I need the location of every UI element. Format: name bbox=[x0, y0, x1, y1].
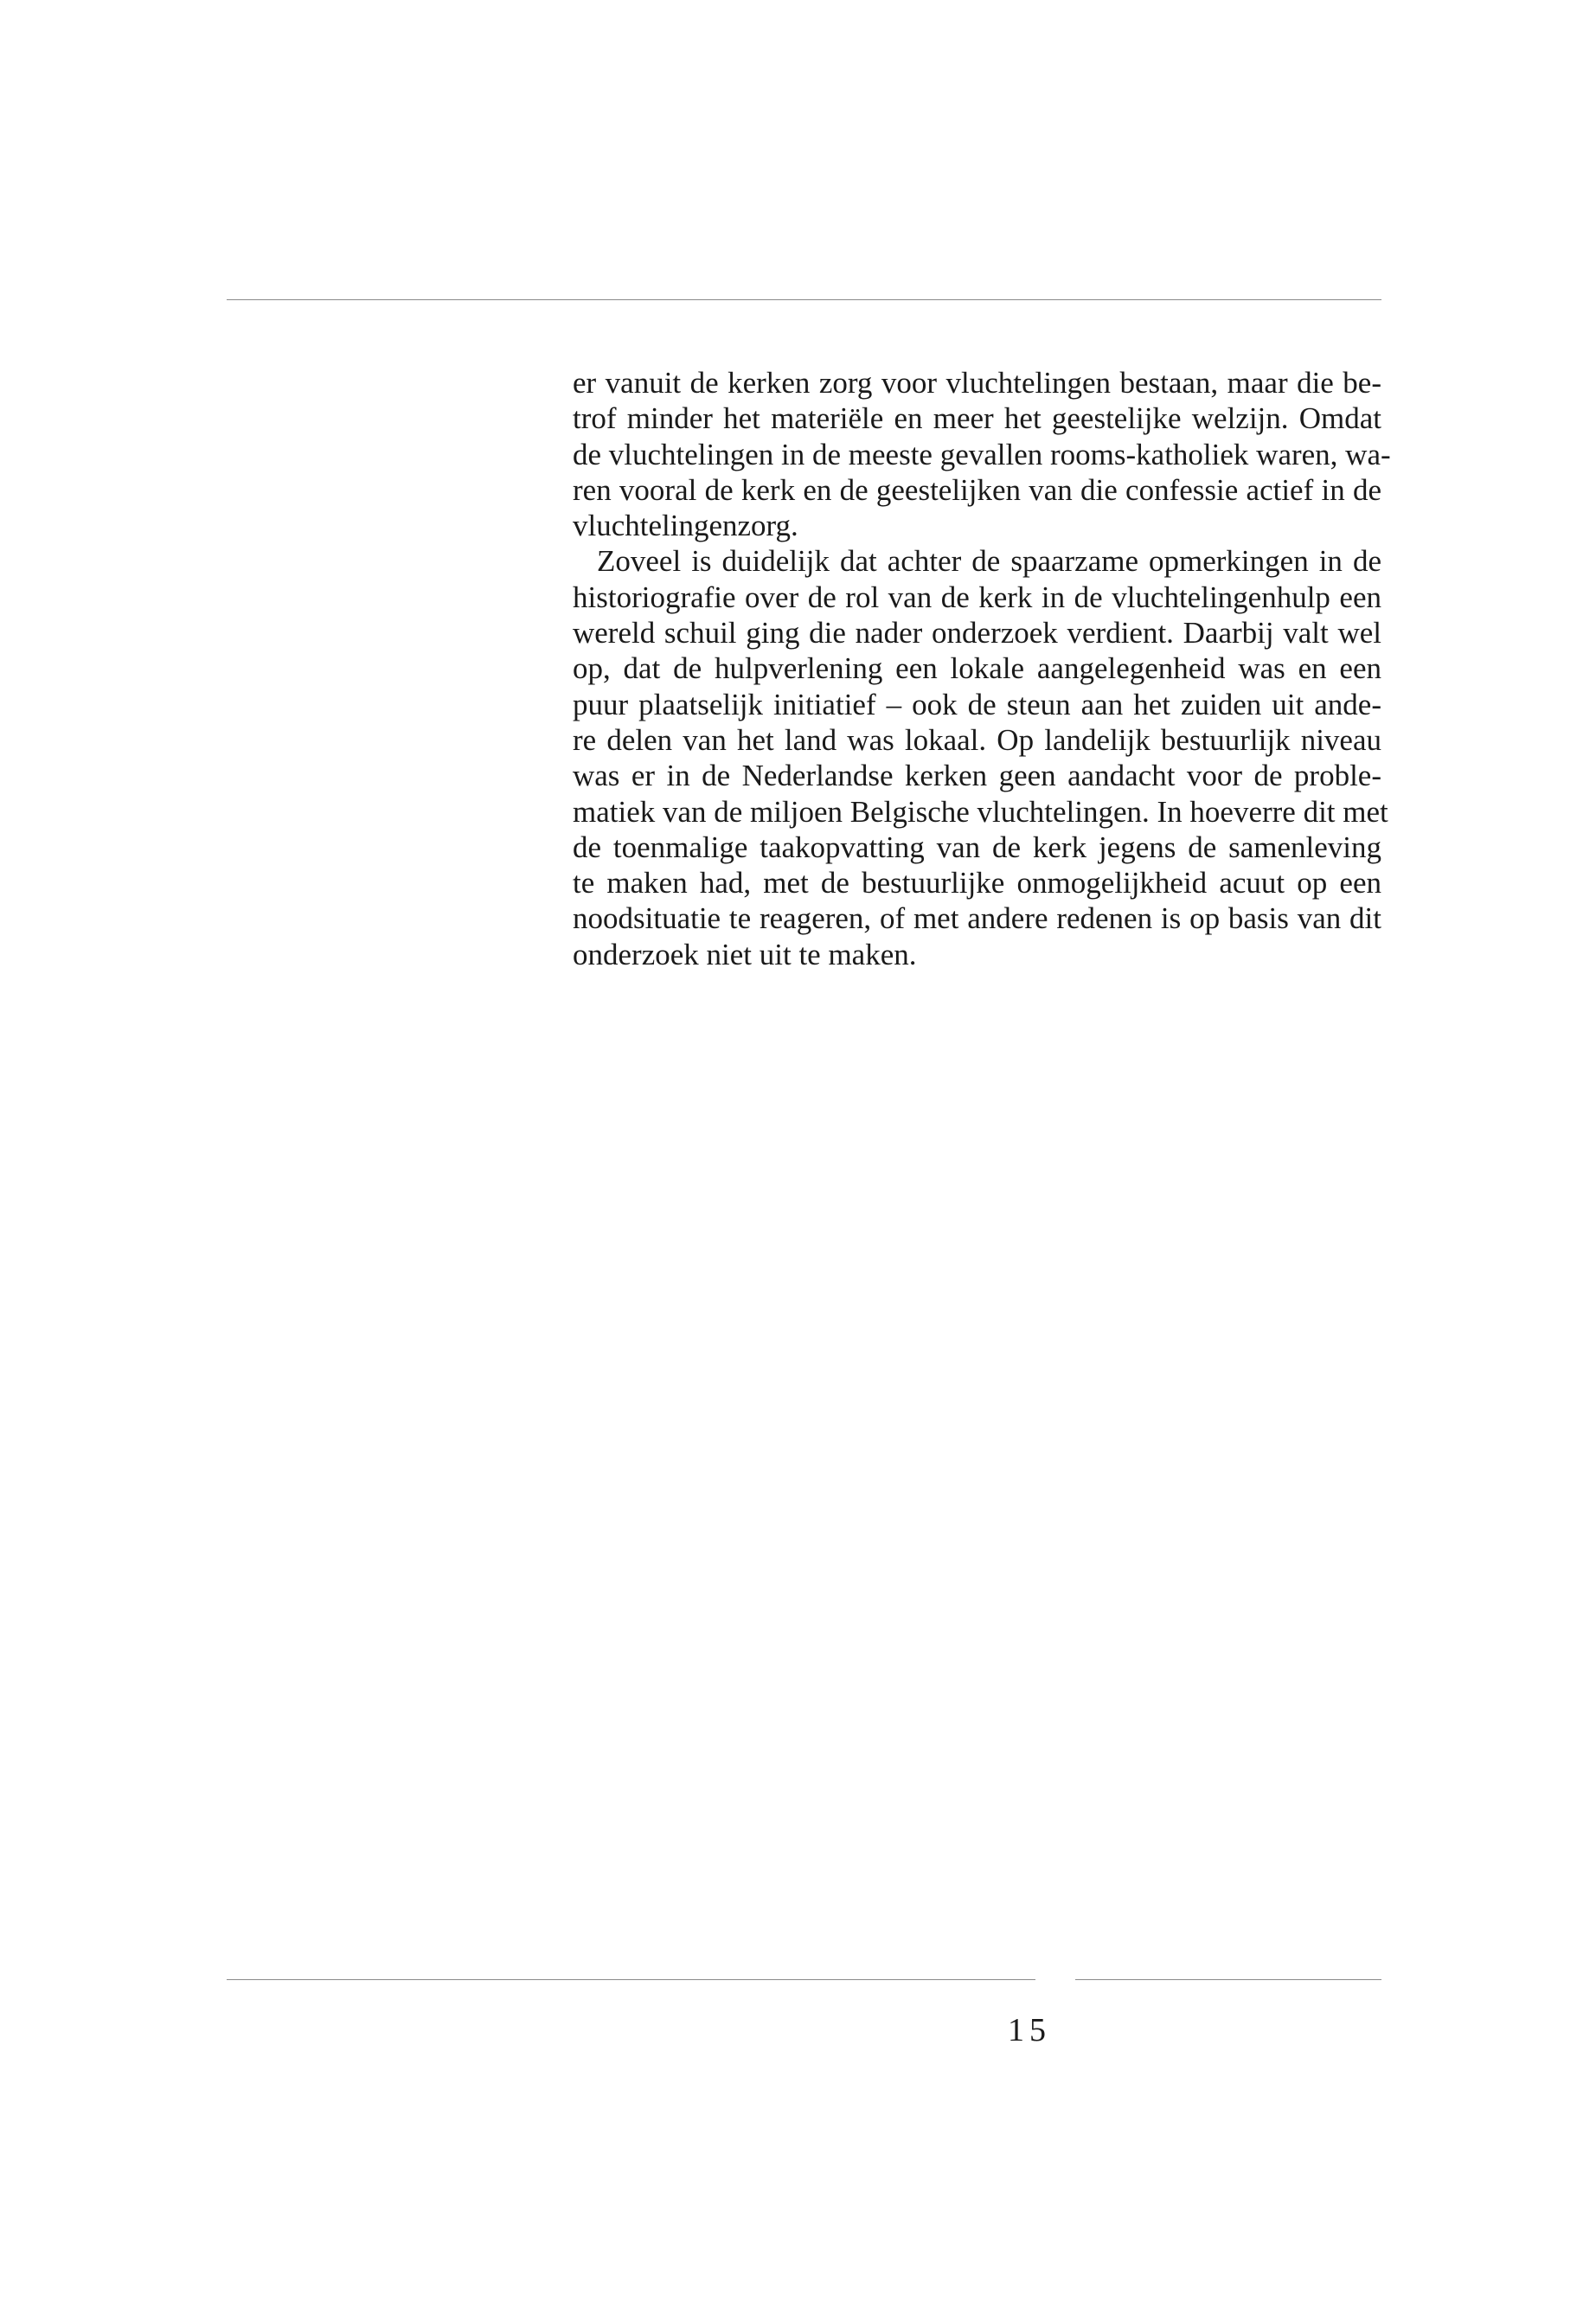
text-line: onderzoek niet uit te maken. bbox=[573, 937, 917, 971]
text-line: puur plaatselijk initiatief – ook de steun aan het zuiden uit ande- bbox=[573, 687, 1381, 721]
text-line: was er in de Nederlandse kerken geen aandacht voor de proble- bbox=[573, 759, 1381, 793]
text-line: de toenmalige taakopvatting van de kerk jegens de samenleving bbox=[573, 830, 1381, 864]
text-line: historiografie over de rol van de kerk in de vluchtelingenhulp een bbox=[573, 580, 1381, 614]
text-line: ren vooral de kerk en de geestelijken van die confessie actief in de bbox=[573, 472, 1381, 507]
footer-rule-right bbox=[1075, 1979, 1381, 1980]
page-number: 15 bbox=[1008, 2012, 1051, 2048]
body-text bbox=[573, 365, 1391, 972]
footer-rule-left bbox=[227, 1979, 1035, 1980]
text-line: re delen van het land was lokaal. Op landelijk bestuurlijk niveau bbox=[573, 722, 1381, 757]
text-line: er vanuit de kerken zorg voor vluchtelingen bestaan, maar die be- bbox=[573, 366, 1381, 400]
text-line: vluchtelingenzorg. bbox=[573, 509, 798, 543]
text-line: te maken had, met de bestuurlijke onmogelijkheid acuut op een bbox=[573, 866, 1381, 901]
text-line: trof minder het materiële en meer het geestelijke welzijn. Omdat bbox=[573, 401, 1381, 436]
text-line-content: Zoveel is duidelijk dat achter de spaarzame opmerkingen in de bbox=[597, 544, 1381, 579]
text-line: wereld schuil ging die nader onderzoek verdient. Daarbij valt wel bbox=[573, 616, 1381, 651]
text-line: matiek van de miljoen Belgische vluchtelingen. In hoeverre dit met bbox=[573, 794, 1388, 829]
text-line: op, dat de hulpverlening een lokale aangelegenheid was en een bbox=[573, 651, 1381, 686]
text-line: noodsituatie te reageren, of met andere redenen is op basis van dit bbox=[573, 901, 1381, 936]
header-rule bbox=[227, 299, 1381, 300]
text-line-indented bbox=[573, 543, 1381, 579]
text-line: de vluchtelingen in de meeste gevallen rooms-katholiek waren, wa- bbox=[573, 437, 1391, 471]
